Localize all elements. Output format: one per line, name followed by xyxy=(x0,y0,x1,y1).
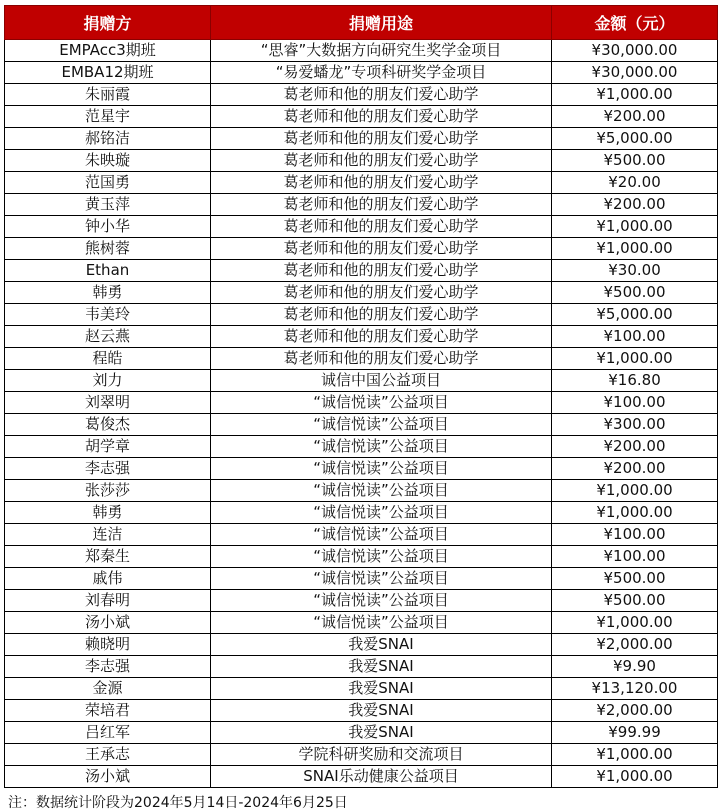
donor-cell: 韩勇 xyxy=(5,502,211,524)
amount-cell: ¥2,000.00 xyxy=(552,700,718,722)
table-row xyxy=(5,238,718,260)
donor-cell: 赵云燕 xyxy=(5,326,211,348)
donor-cell: 汤小斌 xyxy=(5,766,211,788)
amount-cell: ¥1,000.00 xyxy=(552,502,718,524)
purpose-cell: “诚信悦读”公益项目 xyxy=(211,546,552,568)
purpose-cell: 诚信中国公益项目 xyxy=(211,370,552,392)
amount-cell: ¥16.80 xyxy=(552,370,718,392)
amount-cell: ¥1,000.00 xyxy=(552,480,718,502)
purpose-cell: 学院科研奖励和交流项目 xyxy=(211,744,552,766)
donor-cell: 钟小华 xyxy=(5,216,211,238)
amount-cell: ¥1,000.00 xyxy=(552,238,718,260)
table-row xyxy=(5,216,718,238)
donor-cell: 胡学章 xyxy=(5,436,211,458)
donor-cell: 金源 xyxy=(5,678,211,700)
table-row xyxy=(5,128,718,150)
amount-cell: ¥1,000.00 xyxy=(552,766,718,788)
donor-cell: 朱丽霞 xyxy=(5,84,211,106)
donor-cell: 郑秦生 xyxy=(5,546,211,568)
amount-cell: ¥500.00 xyxy=(552,590,718,612)
donor-cell: 葛俊杰 xyxy=(5,414,211,436)
donor-cell: 吕红军 xyxy=(5,722,211,744)
purpose-cell: “思睿”大数据方向研究生奖学金项目 xyxy=(211,40,552,62)
purpose-cell: “诚信悦读”公益项目 xyxy=(211,458,552,480)
purpose-cell: “诚信悦读”公益项目 xyxy=(211,612,552,634)
donor-cell: Ethan xyxy=(5,260,211,282)
purpose-cell: “诚信悦读”公益项目 xyxy=(211,590,552,612)
purpose-cell: 我爱SNAI xyxy=(211,700,552,722)
amount-cell: ¥1,000.00 xyxy=(552,612,718,634)
donor-cell: 汤小斌 xyxy=(5,612,211,634)
amount-cell: ¥500.00 xyxy=(552,282,718,304)
table-row xyxy=(5,304,718,326)
table-row xyxy=(5,282,718,304)
table-row xyxy=(5,700,718,722)
table-row xyxy=(5,40,718,62)
donor-cell: 韦美玲 xyxy=(5,304,211,326)
table-row xyxy=(5,568,718,590)
purpose-cell: 葛老师和他的朋友们爱心助学 xyxy=(211,326,552,348)
table-row xyxy=(5,744,718,766)
table-row xyxy=(5,722,718,744)
amount-cell: ¥9.90 xyxy=(552,656,718,678)
table-row xyxy=(5,172,718,194)
purpose-cell: 葛老师和他的朋友们爱心助学 xyxy=(211,150,552,172)
header-purpose: 捐赠用途 xyxy=(211,6,552,40)
table-row xyxy=(5,326,718,348)
table-row xyxy=(5,502,718,524)
header-amount: 金额（元） xyxy=(552,6,718,40)
amount-cell: ¥99.99 xyxy=(552,722,718,744)
table-row xyxy=(5,678,718,700)
amount-cell: ¥5,000.00 xyxy=(552,304,718,326)
donor-cell: 朱映璇 xyxy=(5,150,211,172)
purpose-cell: “诚信悦读”公益项目 xyxy=(211,524,552,546)
table-row xyxy=(5,766,718,788)
amount-cell: ¥500.00 xyxy=(552,150,718,172)
purpose-cell: 葛老师和他的朋友们爱心助学 xyxy=(211,128,552,150)
amount-cell: ¥1,000.00 xyxy=(552,84,718,106)
purpose-cell: SNAI乐动健康公益项目 xyxy=(211,766,552,788)
donor-cell: 赖晓明 xyxy=(5,634,211,656)
purpose-cell: “诚信悦读”公益项目 xyxy=(211,392,552,414)
table-row xyxy=(5,458,718,480)
purpose-cell: 葛老师和他的朋友们爱心助学 xyxy=(211,194,552,216)
table-row xyxy=(5,392,718,414)
purpose-cell: “诚信悦读”公益项目 xyxy=(211,436,552,458)
table-row xyxy=(5,612,718,634)
purpose-cell: “易爱蟠龙”专项科研奖学金项目 xyxy=(211,62,552,84)
amount-cell: ¥2,000.00 xyxy=(552,634,718,656)
amount-cell: ¥30,000.00 xyxy=(552,40,718,62)
donor-cell: 熊树蓉 xyxy=(5,238,211,260)
donor-cell: 韩勇 xyxy=(5,282,211,304)
amount-cell: ¥200.00 xyxy=(552,436,718,458)
table-row xyxy=(5,656,718,678)
table-row xyxy=(5,590,718,612)
table-row xyxy=(5,150,718,172)
purpose-cell: 葛老师和他的朋友们爱心助学 xyxy=(211,172,552,194)
table-row xyxy=(5,260,718,282)
amount-cell: ¥200.00 xyxy=(552,458,718,480)
header-donor: 捐赠方 xyxy=(5,6,211,40)
header-row xyxy=(5,6,718,40)
table-row xyxy=(5,370,718,392)
table-row xyxy=(5,348,718,370)
amount-cell: ¥5,000.00 xyxy=(552,128,718,150)
table-row xyxy=(5,524,718,546)
donor-cell: 范国勇 xyxy=(5,172,211,194)
amount-cell: ¥100.00 xyxy=(552,326,718,348)
amount-cell: ¥500.00 xyxy=(552,568,718,590)
purpose-cell: 葛老师和他的朋友们爱心助学 xyxy=(211,304,552,326)
donor-cell: 程皓 xyxy=(5,348,211,370)
purpose-cell: “诚信悦读”公益项目 xyxy=(211,502,552,524)
amount-cell: ¥200.00 xyxy=(552,106,718,128)
purpose-cell: 我爱SNAI xyxy=(211,678,552,700)
table-row xyxy=(5,194,718,216)
table-row xyxy=(5,106,718,128)
table-body xyxy=(5,40,718,788)
purpose-cell: 葛老师和他的朋友们爱心助学 xyxy=(211,84,552,106)
donor-cell: EMBA12期班 xyxy=(5,62,211,84)
table-row xyxy=(5,414,718,436)
donor-cell: 李志强 xyxy=(5,458,211,480)
donor-cell: 李志强 xyxy=(5,656,211,678)
donor-cell: 连洁 xyxy=(5,524,211,546)
purpose-cell: 我爱SNAI xyxy=(211,722,552,744)
amount-cell: ¥30,000.00 xyxy=(552,62,718,84)
donor-cell: EMPAcc3期班 xyxy=(5,40,211,62)
purpose-cell: 葛老师和他的朋友们爱心助学 xyxy=(211,106,552,128)
donor-cell: 刘力 xyxy=(5,370,211,392)
table-row xyxy=(5,62,718,84)
amount-cell: ¥30.00 xyxy=(552,260,718,282)
table-row xyxy=(5,84,718,106)
table-row xyxy=(5,436,718,458)
donor-cell: 刘翠明 xyxy=(5,392,211,414)
table-row xyxy=(5,480,718,502)
purpose-cell: “诚信悦读”公益项目 xyxy=(211,414,552,436)
donor-cell: 戚伟 xyxy=(5,568,211,590)
amount-cell: ¥100.00 xyxy=(552,524,718,546)
donation-table xyxy=(4,5,718,788)
donor-cell: 郝铭洁 xyxy=(5,128,211,150)
purpose-cell: 葛老师和他的朋友们爱心助学 xyxy=(211,348,552,370)
table-header xyxy=(5,6,718,40)
amount-cell: ¥1,000.00 xyxy=(552,216,718,238)
donor-cell: 黄玉萍 xyxy=(5,194,211,216)
table-row xyxy=(5,546,718,568)
amount-cell: ¥1,000.00 xyxy=(552,744,718,766)
amount-cell: ¥200.00 xyxy=(552,194,718,216)
purpose-cell: 我爱SNAI xyxy=(211,656,552,678)
purpose-cell: 葛老师和他的朋友们爱心助学 xyxy=(211,282,552,304)
purpose-cell: 我爱SNAI xyxy=(211,634,552,656)
amount-cell: ¥20.00 xyxy=(552,172,718,194)
purpose-cell: 葛老师和他的朋友们爱心助学 xyxy=(211,260,552,282)
amount-cell: ¥13,120.00 xyxy=(552,678,718,700)
donor-cell: 张莎莎 xyxy=(5,480,211,502)
amount-cell: ¥1,000.00 xyxy=(552,348,718,370)
donor-cell: 范星宇 xyxy=(5,106,211,128)
amount-cell: ¥100.00 xyxy=(552,392,718,414)
footnote: 注：数据统计阶段为2024年5月14日-2024年6月25日 xyxy=(8,795,348,811)
amount-cell: ¥300.00 xyxy=(552,414,718,436)
purpose-cell: 葛老师和他的朋友们爱心助学 xyxy=(211,216,552,238)
amount-cell: ¥100.00 xyxy=(552,546,718,568)
table-row xyxy=(5,634,718,656)
purpose-cell: 葛老师和他的朋友们爱心助学 xyxy=(211,238,552,260)
purpose-cell: “诚信悦读”公益项目 xyxy=(211,568,552,590)
donor-cell: 荣培君 xyxy=(5,700,211,722)
donor-cell: 刘春明 xyxy=(5,590,211,612)
donor-cell: 王承志 xyxy=(5,744,211,766)
purpose-cell: “诚信悦读”公益项目 xyxy=(211,480,552,502)
